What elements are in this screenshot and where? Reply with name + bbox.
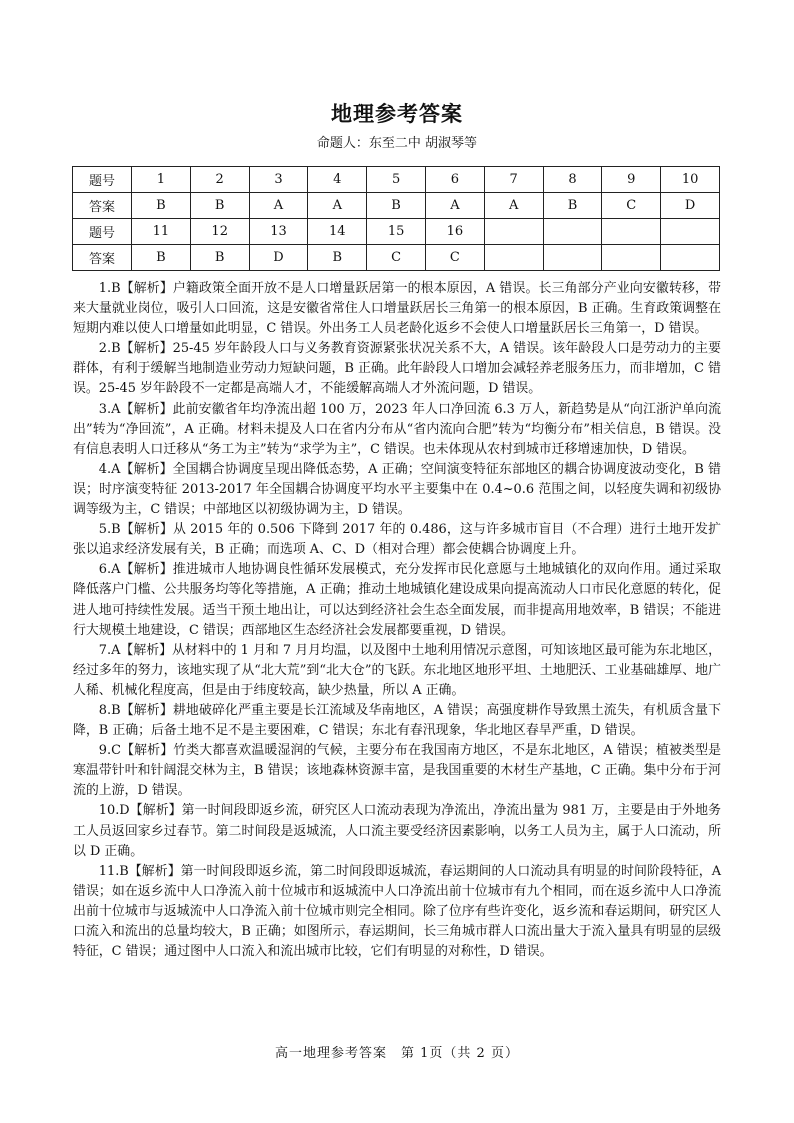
table-cell: C [367,245,426,271]
table-cell: A [425,193,484,219]
table-cell: 9 [602,167,661,193]
table-cell [543,219,602,245]
table-cell: B [190,193,249,219]
table-cell [484,219,543,245]
table-cell: 11 [132,219,191,245]
table-cell: 4 [308,167,367,193]
author-line: 命题人：东至二中 胡淑琴等 [316,136,478,151]
table-cell [484,245,543,271]
table-cell: 7 [484,167,543,193]
analysis-item-1: 1.B【解析】户籍政策全面开放不是人口增量跃居第一的根本原因，A 错误。长三角部分产业向安徽转移，带来大量就业岗位，吸引人口回流，这是安徽省常住人口增量跃居长三角第一的根本原因，B 正确。生育政策调整在短期内难以使人口增量如此明显，C 错误。外出务工人员老龄化返乡不会使人口增量跃居长三角第一，D 错误。 [73,281,721,337]
table-cell: 1 [132,167,191,193]
analysis-section [73,279,721,962]
page-footer: 高一地理参考答案 第 1页（共 2 页） [275,1046,519,1061]
table-row [73,167,720,193]
table-cell: B [543,193,602,219]
page-title: 地理参考答案 [331,101,463,126]
table-cell [661,245,720,271]
table-cell: 3 [249,167,308,193]
analysis-item-11: 11.B【解析】第一时间段即返乡流，第二时间段即返城流，春运期间的人口流动具有明显的时间阶段特征，A 错误；如在返乡流中人口净流入前十位城市和返城流中人口净流出前十位城市有九个相同，而在返乡流中人口净流出前十位城市与返城流中人口净流入前十位城市则完全相同。除了位序有些许变化，返乡流和春运期间，研究区人口流入和流出的总量均较大，B 正确；如图所示，春运期间，长三角城市群人口流出量大于流入量具有明显的层级特征，C 错误；通过图中人口流入和流出城市比较，它们有明显的对称性，D 错误。 [73,863,721,960]
table-cell: 8 [543,167,602,193]
table-cell: A [484,193,543,219]
table-cell: 答案 [73,245,132,271]
table-cell: B [308,245,367,271]
table-cell: B [132,193,191,219]
analysis-item-7: 7.A【解析】从材料中的 1 月和 7 月月均温，以及图中土地利用情况示意图，可知该地区最可能为东北地区，经过多年的努力，该地实现了从“北大荒”到“北大仓”的飞跃。东北地区地形平坦、土地肥沃、工业基础雄厚、地广人稀、机械化程度高，但是由于纬度较高，缺少热量，所以 A 正确。 [73,642,721,698]
table-cell: D [661,193,720,219]
table-cell: 12 [190,219,249,245]
analysis-item-9: 9.C【解析】竹类大都喜欢温暖湿润的气候，主要分布在我国南方地区，不是东北地区，A 错误；植被类型是寒温带针叶和针阔混交林为主，B 错误；该地森林资源丰富，是我国重要的木材生产基地，C 正确。集中分布于河流的上游，D 错误。 [73,743,721,799]
analysis-item-6: 6.A【解析】推进城市人地协调良性循环发展模式，充分发挥市民化意愿与土地城镇化的双向作用。通过采取降低落户门槛、公共服务均等化等措施，A 正确；推动土地城镇化建设成果向提高流动人口市民化意愿的转化，促进人地可持续性发展。适当干预土地出让，可以达到经济社会生态全面发展，而非提高用地效率，B 错误；不能进行大规模土地建设，C 错误；西部地区生态经济社会发展都要重视，D 错误。 [73,562,721,638]
table-cell: 2 [190,167,249,193]
analysis-item-5: 5.B【解析】从 2015 年的 0.506 下降到 2017 年的 0.486，这与许多城市盲目（不合理）进行土地开发扩张以追求经济发展有关，B 正确；而选项 A、C、D（相对合理）都会使耦合协调度上升。 [73,522,721,558]
answer-table [72,166,720,271]
analysis-item-3: 3.A【解析】此前安徽省年均净流出超 100 万，2023 年人口净回流 6.3 万人，新趋势是从“向江浙沪单向流出”转为“净回流”，A 正确。材料未提及人口在省内分布从“省内流向合肥”转为“均衡分布”相关信息，B 错误。没有信息表明人口迁移从“务工为主”转为“求学为主”，C 错误。也未体现从农村到城市迁移增速加快，D 错误。 [73,401,721,457]
table-cell: 15 [367,219,426,245]
table-row [73,193,720,219]
table-cell: 13 [249,219,308,245]
table-cell: C [425,245,484,271]
table-cell: D [249,245,308,271]
table-cell: 14 [308,219,367,245]
table-cell [661,219,720,245]
table-cell [602,219,661,245]
table-cell: 答案 [73,193,132,219]
table-cell: A [249,193,308,219]
table-row [73,245,720,271]
table-cell: B [190,245,249,271]
table-cell: C [602,193,661,219]
table-cell: 6 [425,167,484,193]
table-cell: 题号 [73,167,132,193]
table-cell: B [132,245,191,271]
table-cell: B [367,193,426,219]
table-row [73,219,720,245]
table-cell: A [308,193,367,219]
analysis-item-8: 8.B【解析】耕地破碎化严重主要是长江流域及华南地区，A 错误；高强度耕作导致黑土流失，有机质含量下降，B 正确；后备土地不足不是主要困难，C 错误；东北有春汛现象，华北地区春旱严重，D 错误。 [73,702,721,739]
table-cell [543,245,602,271]
analysis-item-10: 10.D【解析】第一时间段即返乡流，研究区人口流动表现为净流出，净流出量为 981 万，主要是由于外地务工人员返回家乡过春节。第二时间段是返城流，人口流主要受经济因素影响，以务工人员为主，属于人口流动，所以 D 正确。 [73,803,721,859]
table-cell: 题号 [73,219,132,245]
analysis-item-4: 4.A【解析】全国耦合协调度呈现出降低态势，A 正确；空间演变特征东部地区的耦合协调度波动变化，B 错误；时序演变特征 2013-2017 年全国耦合协调度平均水平主要集中在 0.4~0.6 范围之间，以轻度失调和初级协调等级为主，C 错误；中部地区以初级协调为主，D 错误。 [73,461,721,518]
table-cell: 10 [661,167,720,193]
analysis-item-2: 2.B【解析】25-45 岁年龄段人口与义务教育资源紧张状况关系不大，A 错误。该年龄段人口是劳动力的主要群体，有利于缓解当地制造业劳动力短缺问题，B 正确。此年龄段人口增加会减轻养老服务压力，而非增加，C 错误。25-45 岁年龄段不一定都是高端人才，不能缓解高端人才外流问题，D 错误。 [73,341,721,397]
table-cell: 5 [367,167,426,193]
table-cell [602,245,661,271]
table-cell: 16 [425,219,484,245]
